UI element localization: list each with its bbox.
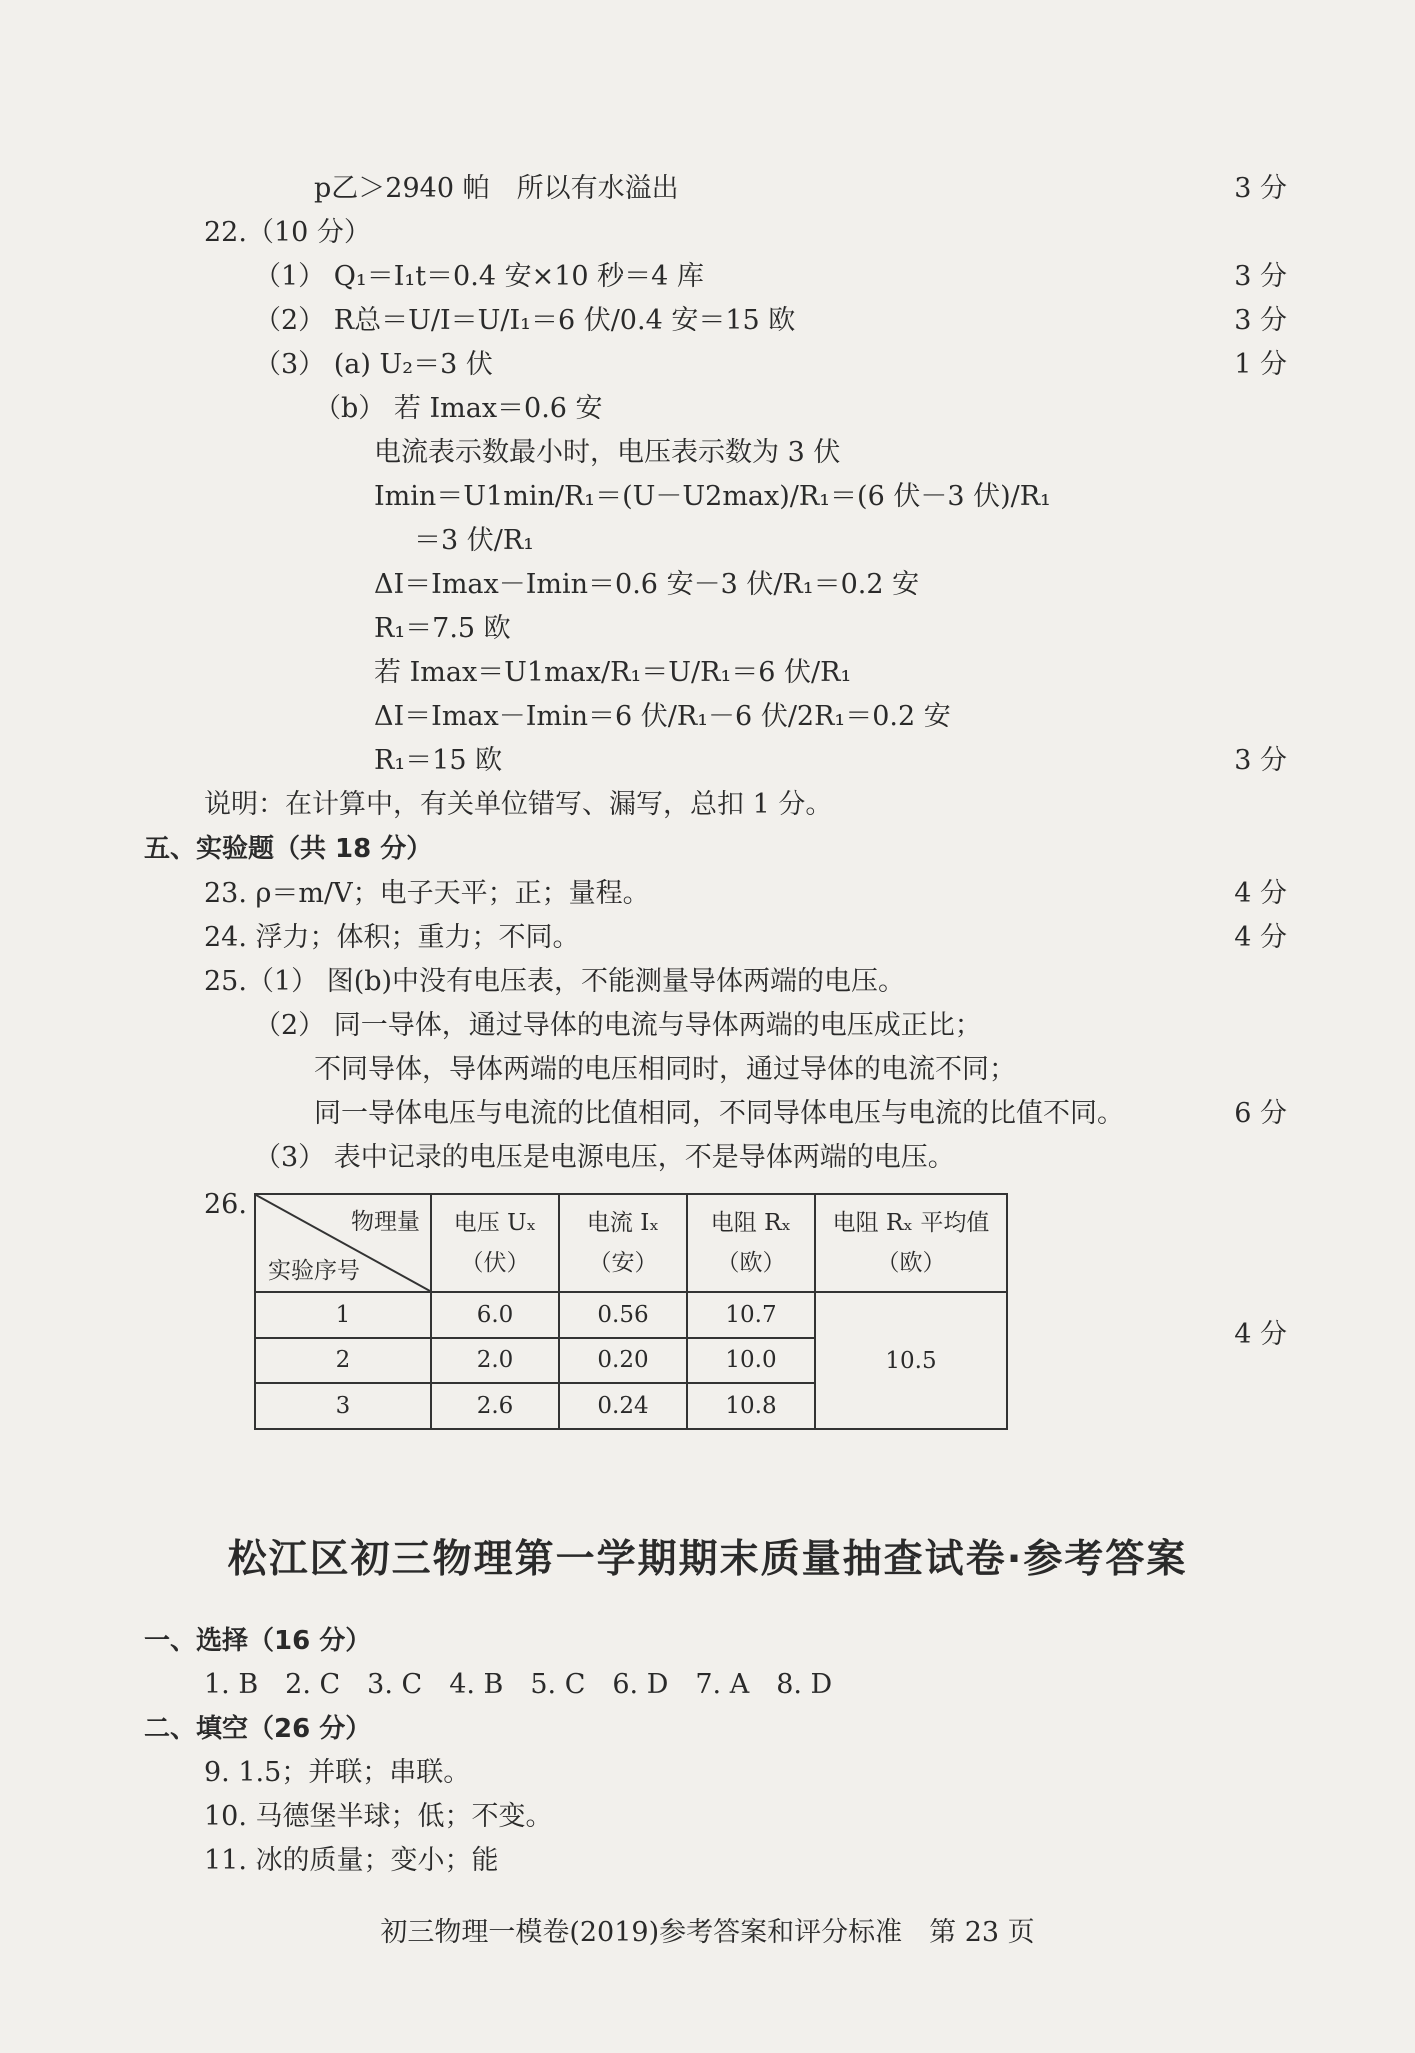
score: 6 分 xyxy=(1234,1098,1287,1129)
formula: R₁＝15 欧 xyxy=(374,745,503,776)
table-cell: 3 xyxy=(255,1383,431,1429)
table-cell: 2.0 xyxy=(431,1338,559,1384)
header-cell xyxy=(687,1194,815,1292)
q26-number: 26. xyxy=(204,1189,247,1220)
section-heading: 一、选择（16 分） xyxy=(144,1626,372,1656)
table-cell: 2.6 xyxy=(431,1383,559,1429)
table-cell: 6.0 xyxy=(431,1292,559,1338)
score: 3 分 xyxy=(1234,305,1287,336)
header-name: 电阻 Rₓ 平均值 xyxy=(832,1210,990,1236)
q22-header: 22.（10 分） xyxy=(204,217,371,248)
table-diagonal-header xyxy=(255,1194,431,1292)
score: 3 分 xyxy=(1234,173,1287,204)
page-footer: 初三物理一模卷(2019)参考答案和评分标准 第 23 页 xyxy=(380,1917,1035,1948)
header-cell xyxy=(815,1194,1007,1292)
score: 4 分 xyxy=(1234,878,1287,909)
table-cell: 2 xyxy=(255,1338,431,1384)
table-cell: 10.0 xyxy=(687,1338,815,1384)
score: 4 分 xyxy=(1234,922,1287,953)
q25-1: 25.（1） 图(b)中没有电压表，不能测量导体两端的电压。 xyxy=(204,966,906,997)
q9: 9. 1.5；并联；串联。 xyxy=(204,1757,471,1788)
header-quantity: 物理量 xyxy=(351,1209,420,1235)
q22-3a: （3） (a) U₂＝3 伏 xyxy=(254,349,493,380)
line-p-result: p乙＞2940 帕 所以有水溢出 xyxy=(314,173,679,204)
q10: 10. 马德堡半球；低；不变。 xyxy=(204,1801,553,1832)
formula: ΔI＝Imax－Imin＝6 伏/R₁－6 伏/2R₁＝0.2 安 xyxy=(374,701,951,732)
q23: 23. ρ＝m/V；电子天平；正；量程。 xyxy=(204,878,650,909)
q22-2: （2） R总＝U/I＝U/I₁＝6 伏/0.4 安＝15 欧 xyxy=(254,305,796,336)
table-cell: 0.56 xyxy=(559,1292,687,1338)
q24: 24. 浮力；体积；重力；不同。 xyxy=(204,922,580,953)
score: 3 分 xyxy=(1234,261,1287,292)
table-row xyxy=(255,1292,1007,1338)
header-unit: （安） xyxy=(588,1250,658,1276)
q25-2-text: 同一导体电压与电流的比值相同，不同导体电压与电流的比值不同。 xyxy=(314,1098,1124,1129)
header-name: 电流 Iₓ xyxy=(586,1210,660,1236)
q25-2-text: 不同导体，导体两端的电压相同时，通过导体的电流不同； xyxy=(314,1054,1016,1085)
table-cell: 10.7 xyxy=(687,1292,815,1338)
header-unit: （欧） xyxy=(876,1250,946,1276)
q25-2: （2） 同一导体，通过导体的电流与导体两端的电压成正比； xyxy=(254,1010,982,1041)
choice-answers: 1. B 2. C 3. C 4. B 5. C 6. D 7. A 8. D xyxy=(204,1669,833,1700)
table-cell: 1 xyxy=(255,1292,431,1338)
score: 1 分 xyxy=(1234,349,1287,380)
header-name: 电压 Uₓ xyxy=(453,1210,537,1236)
average-cell: 10.5 xyxy=(815,1292,1007,1429)
q22-text: 电流表示数最小时，电压表示数为 3 伏 xyxy=(374,437,841,468)
score: 4 分 xyxy=(1234,1319,1287,1350)
formula: ΔI＝Imax－Imin＝0.6 安－3 伏/R₁＝0.2 安 xyxy=(374,569,920,600)
table-cell: 0.24 xyxy=(559,1383,687,1429)
table-cell: 0.20 xyxy=(559,1338,687,1384)
formula: ＝3 伏/R₁ xyxy=(414,525,535,556)
section-heading: 二、填空（26 分） xyxy=(144,1714,372,1744)
note: 说明：在计算中，有关单位错写、漏写，总扣 1 分。 xyxy=(204,789,833,820)
experiment-table xyxy=(254,1193,1008,1430)
formula: R₁＝7.5 欧 xyxy=(374,613,511,644)
header-unit: （伏） xyxy=(460,1250,530,1276)
score: 3 分 xyxy=(1234,745,1287,776)
header-cell xyxy=(559,1194,687,1292)
header-name: 电阻 Rₓ xyxy=(710,1210,792,1236)
q25-3: （3） 表中记录的电压是电源电压，不是导体两端的电压。 xyxy=(254,1142,955,1173)
header-unit: （欧） xyxy=(716,1250,786,1276)
formula: Imin＝U1min/R₁＝(U－U2max)/R₁＝(6 伏－3 伏)/R₁ xyxy=(374,481,1051,512)
q22-3b: （b） 若 Imax＝0.6 安 xyxy=(314,393,603,424)
table-cell: 10.8 xyxy=(687,1383,815,1429)
q22-1: （1） Q₁＝I₁t＝0.4 安×10 秒＝4 库 xyxy=(254,261,704,292)
header-trial: 实验序号 xyxy=(268,1258,360,1284)
header-cell xyxy=(431,1194,559,1292)
formula: 若 Imax＝U1max/R₁＝U/R₁＝6 伏/R₁ xyxy=(374,657,852,688)
section-heading: 五、实验题（共 18 分） xyxy=(144,834,433,864)
section-title: 松江区初三物理第一学期期末质量抽查试卷·参考答案 xyxy=(227,1537,1188,1582)
q11: 11. 冰的质量；变小；能 xyxy=(204,1845,499,1876)
